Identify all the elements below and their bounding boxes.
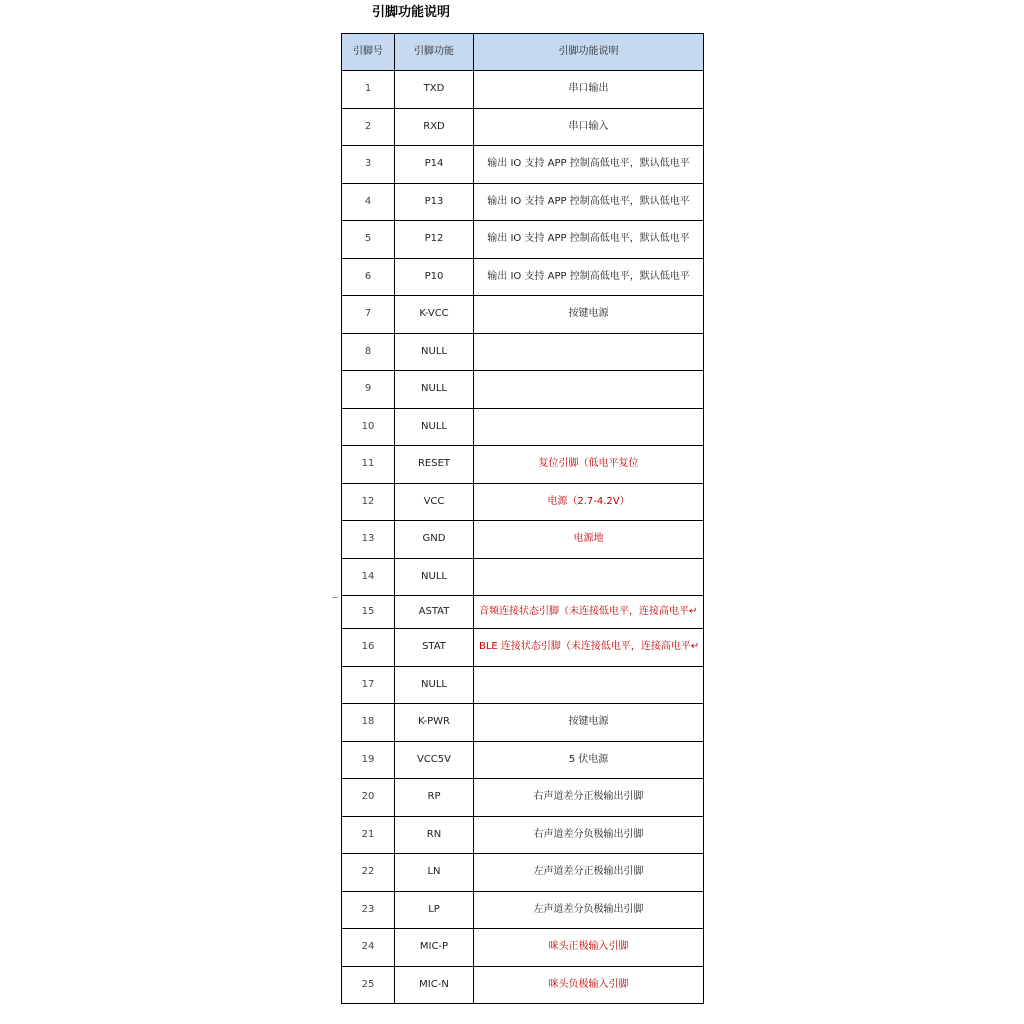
pin-function-cell: P13 — [395, 184, 474, 222]
pin-description-cell: 按键电源 — [474, 296, 704, 334]
table-row — [342, 559, 704, 597]
pin-number-cell: 11 — [342, 446, 395, 484]
pin-function-cell: MIC-P — [395, 929, 474, 967]
pin-function-cell: LN — [395, 854, 474, 892]
table-row — [342, 629, 704, 667]
pin-description-cell: 5 伏电源 — [474, 742, 704, 780]
pin-number-cell: 17 — [342, 667, 395, 705]
pin-description-cell: 串口输入 — [474, 109, 704, 147]
table-row — [342, 446, 704, 484]
table-row — [342, 259, 704, 297]
pin-function-cell: P14 — [395, 146, 474, 184]
table-row — [342, 71, 704, 109]
pin-description-cell: 输出 IO 支持 APP 控制高低电平，默认低电平 — [474, 259, 704, 297]
table-row — [342, 742, 704, 780]
pin-function-cell: NULL — [395, 559, 474, 597]
table-row — [342, 334, 704, 372]
pin-number-cell: 4 — [342, 184, 395, 222]
pin-function-cell: P12 — [395, 221, 474, 259]
pin-description-cell — [474, 371, 704, 409]
pin-description-cell: 输出 IO 支持 APP 控制高低电平，默认低电平 — [474, 184, 704, 222]
pin-description-cell: 电源（2.7-4.2V） — [474, 484, 704, 522]
header-pin-function: 引脚功能 — [395, 34, 474, 71]
pin-number-cell: 25 — [342, 967, 395, 1005]
pin-description-cell: 右声道差分正极输出引脚 — [474, 779, 704, 817]
pin-number-cell: 19 — [342, 742, 395, 780]
pin-function-cell: LP — [395, 892, 474, 930]
pin-description-cell: 输出 IO 支持 APP 控制高低电平，默认低电平 — [474, 221, 704, 259]
pin-description-cell: 输出 IO 支持 APP 控制高低电平，默认低电平 — [474, 146, 704, 184]
pin-number-cell: 3 — [342, 146, 395, 184]
table-row — [342, 296, 704, 334]
table-row — [342, 484, 704, 522]
pin-number-cell: 12 — [342, 484, 395, 522]
pin-description-cell: 电源地 — [474, 521, 704, 559]
pin-description-cell: 音频连接状态引脚（未连接低电平，连接高电平↵ — [474, 596, 704, 629]
pin-function-cell: NULL — [395, 371, 474, 409]
pin-function-table — [341, 33, 704, 1004]
table-row — [342, 409, 704, 447]
pin-description-cell — [474, 667, 704, 705]
pin-number-cell: 18 — [342, 704, 395, 742]
pin-description-cell: 左声道差分正极输出引脚 — [474, 854, 704, 892]
pin-description-cell: 按键电源 — [474, 704, 704, 742]
header-pin-description: 引脚功能说明 — [474, 34, 704, 71]
pin-function-cell: MIC-N — [395, 967, 474, 1005]
table-row — [342, 929, 704, 967]
pin-function-cell: P10 — [395, 259, 474, 297]
pin-number-cell: 6 — [342, 259, 395, 297]
pin-function-cell: RN — [395, 817, 474, 855]
pin-description-cell: 咪头正极输入引脚 — [474, 929, 704, 967]
pin-description-cell — [474, 409, 704, 447]
pin-function-cell: RXD — [395, 109, 474, 147]
pin-function-cell: K-PWR — [395, 704, 474, 742]
pin-number-cell: 9 — [342, 371, 395, 409]
pin-function-cell: VCC — [395, 484, 474, 522]
pin-number-cell: 8 — [342, 334, 395, 372]
pin-number-cell: 22 — [342, 854, 395, 892]
page-title: 引脚功能说明 — [372, 5, 451, 20]
table-row — [342, 146, 704, 184]
pin-description-cell: 复位引脚（低电平复位 — [474, 446, 704, 484]
pin-number-cell: 1 — [342, 71, 395, 109]
pin-description-cell: 右声道差分负极输出引脚 — [474, 817, 704, 855]
pin-number-cell: 20 — [342, 779, 395, 817]
table-row — [342, 521, 704, 559]
pin-number-cell: 2 — [342, 109, 395, 147]
pin-description-cell — [474, 559, 704, 597]
pin-number-cell: 5 — [342, 221, 395, 259]
table-header-row — [342, 34, 704, 71]
table-row — [342, 817, 704, 855]
pin-function-cell: ASTAT — [395, 596, 474, 629]
table-row — [342, 704, 704, 742]
table-row — [342, 779, 704, 817]
pin-number-cell: 10 — [342, 409, 395, 447]
pin-number-cell: 15 — [342, 596, 395, 629]
pin-description-cell: 串口输出 — [474, 71, 704, 109]
pin-number-cell: 24 — [342, 929, 395, 967]
table-row — [342, 892, 704, 930]
table-row — [342, 109, 704, 147]
pin-function-cell: K-VCC — [395, 296, 474, 334]
pin-number-cell: 7 — [342, 296, 395, 334]
pin-number-cell: 16 — [342, 629, 395, 667]
header-pin-number: 引脚号 — [342, 34, 395, 71]
pin-number-cell: 23 — [342, 892, 395, 930]
pin-function-cell: NULL — [395, 334, 474, 372]
table-row — [342, 184, 704, 222]
table-row — [342, 371, 704, 409]
pin-number-cell: 13 — [342, 521, 395, 559]
table-row — [342, 967, 704, 1005]
pin-number-cell: 14 — [342, 559, 395, 597]
pin-function-cell: TXD — [395, 71, 474, 109]
table-row — [342, 596, 704, 629]
table-row — [342, 221, 704, 259]
pin-number-cell: 21 — [342, 817, 395, 855]
pin-function-cell: NULL — [395, 667, 474, 705]
pin-description-cell: 咪头负极输入引脚 — [474, 967, 704, 1005]
pin-description-cell: BLE 连接状态引脚（未连接低电平，连接高电平↵ — [474, 629, 704, 667]
pin-description-cell: 左声道差分负极输出引脚 — [474, 892, 704, 930]
margin-marker — [332, 597, 338, 598]
pin-function-cell: RESET — [395, 446, 474, 484]
pin-function-cell: VCC5V — [395, 742, 474, 780]
pin-description-cell — [474, 334, 704, 372]
table-row — [342, 854, 704, 892]
table-row — [342, 667, 704, 705]
pin-function-cell: STAT — [395, 629, 474, 667]
pin-function-cell: NULL — [395, 409, 474, 447]
pin-function-cell: RP — [395, 779, 474, 817]
pin-function-cell: GND — [395, 521, 474, 559]
